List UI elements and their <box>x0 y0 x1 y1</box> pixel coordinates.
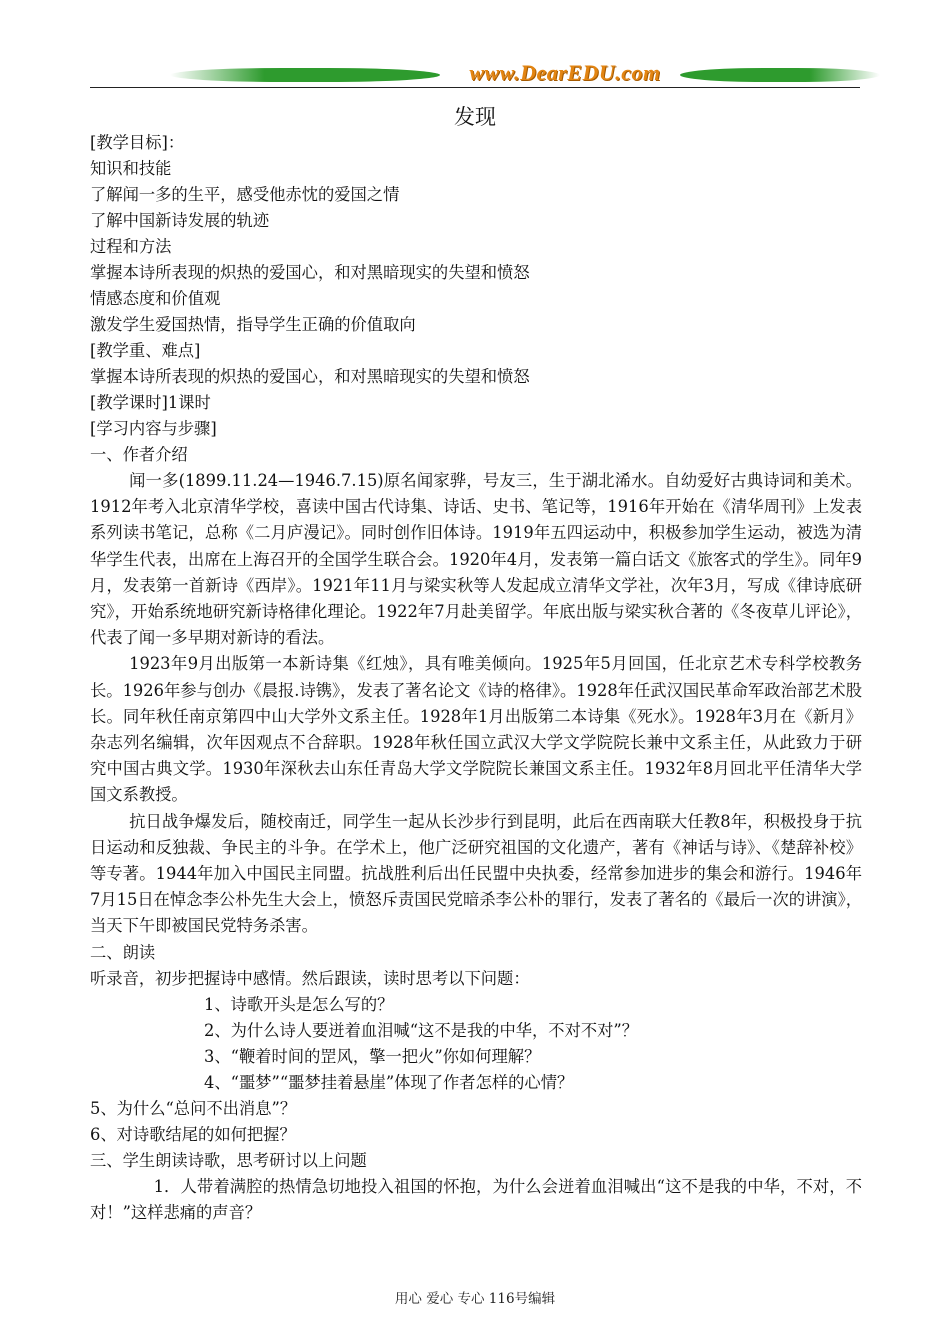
site-logo[interactable]: www.DearEDU.com <box>469 60 661 85</box>
section2-heading: 二、朗读 <box>90 942 156 962</box>
section1-heading: 一、作者介绍 <box>90 445 188 464</box>
section3-paragraph: 1．人带着满腔的热情急切地投入祖国的怀抱，为什么会迸着血泪喊出“这不是我的中华，不对，不对！”这样悲痛的声音？ <box>90 1176 862 1222</box>
site-header <box>90 60 860 92</box>
header-swoosh-right <box>680 68 880 82</box>
header-divider <box>90 87 860 88</box>
key-point-line: 掌握本诗所表现的炽热的爱国心，和对黑暗现实的失望和愤怒 <box>90 367 530 386</box>
author-bio-paragraph-2: 1923年9月出版第一本新诗集《红烛》，具有唯美倾向。1925年5月回国，任北京艺术专科学校教务长。1926年参与创办《晨报.诗镌》，发表了著名论文《诗的格律》。1928年任武汉国民革命军政治部艺术股长。同年秋任南京第四中山大学外文系主任。1928年1月出版第二本诗集《死水》。1928年3月在《新月》杂志列名编辑，次年因观点不合辞职。1928年秋任国立武汉大学文学院院长兼中文系主任，从此致力于研究中国古典文学。1930年深秋去山东任青岛大学文学院院长兼国文系主任。1932年8月回北平任清华大学国文系教授。 <box>90 654 862 805</box>
section3-heading: 三、学生朗读诗歌，思考研讨以上问题 <box>90 1150 367 1170</box>
header-swoosh-left <box>170 68 440 82</box>
question-item: 6、对诗歌结尾的如何把握？ <box>90 1124 296 1144</box>
section2-intro: 听录音，初步把握诗中感情。然后跟读，读时思考以下问题： <box>90 968 530 988</box>
page-title: 发现 <box>454 105 496 129</box>
subheading-attitude: 情感态度和价值观 <box>90 289 221 308</box>
goal-line: 激发学生爱国热情，指导学生正确的价值取向 <box>90 315 416 334</box>
question-item: 4、“噩梦”“噩梦挂着悬崖”体现了作者怎样的心情？ <box>204 1072 574 1092</box>
question-item: 2、为什么诗人要迸着血泪喊“这不是我的中华，不对不对”？ <box>204 1020 639 1040</box>
page-footer: 用心 爱心 专心 116号编辑 <box>394 1291 556 1307</box>
goal-line: 了解闻一多的生平，感受他赤忱的爱国之情 <box>90 185 400 204</box>
question-item: 1、诗歌开头是怎么写的？ <box>204 994 394 1014</box>
heading-key-points: [教学重、难点] <box>90 341 201 360</box>
question-item: 3、“鞭着时间的罡风，擎一把火”你如何理解？ <box>204 1046 541 1066</box>
class-hours: [教学课时]1课时 <box>90 393 211 412</box>
author-bio-paragraph-3: 抗日战争爆发后，随校南迁，同学生一起从长沙步行到昆明，此后在西南联大任教8年，积极投身于抗日运动和反独裁、争民主的斗争。在学术上，他广泛研究祖国的文化遗产，著有《神话与诗》、《楚辞补校》等专著。1944年加入中国民主同盟。抗战胜利后出任民盟中央执委，经常参加进步的集会和游行。1946年7月15日在悼念李公朴先生大会上，愤怒斥责国民党暗杀李公朴的罪行，发表了著名的《最后一次的讲演》，当天下午即被国民党特务杀害。 <box>90 811 862 936</box>
subheading-process: 过程和方法 <box>90 237 172 256</box>
subheading-knowledge: 知识和技能 <box>90 159 172 178</box>
heading-steps: [学习内容与步骤] <box>90 419 217 438</box>
document-body <box>90 130 862 1226</box>
goal-line: 掌握本诗所表现的炽热的爱国心，和对黑暗现实的失望和愤怒 <box>90 263 530 282</box>
goal-line: 了解中国新诗发展的轨迹 <box>90 211 270 230</box>
author-bio-paragraph-1: 闻一多(1899.11.24—1946.7.15)原名闻家骅，号友三，生于湖北浠水。自幼爱好古典诗词和美术。1912年考入北京清华学校，喜读中国古代诗集、诗话、史书、笔记等，1916年开始在《清华周刊》上发表系列读书笔记，总称《二月庐漫记》。同时创作旧体诗。1919年五四运动中，积极参加学生运动，被选为清华学生代表，出席在上海召开的全国学生联合会。1920年4月，发表第一篇白话文《旅客式的学生》。同年9月，发表第一首新诗《西岸》。1921年11月与梁实秋等人发起成立清华文学社，次年3月，写成《律诗底研究》，开始系统地研究新诗格律化理论。1922年7月赴美留学。年底出版与梁实秋合著的《冬夜草儿评论》，代表了闻一多早期对新诗的看法。 <box>90 471 862 648</box>
heading-teaching-goals: [教学目标]： <box>90 133 185 152</box>
question-item: 5、为什么“总问不出消息”？ <box>90 1098 297 1118</box>
